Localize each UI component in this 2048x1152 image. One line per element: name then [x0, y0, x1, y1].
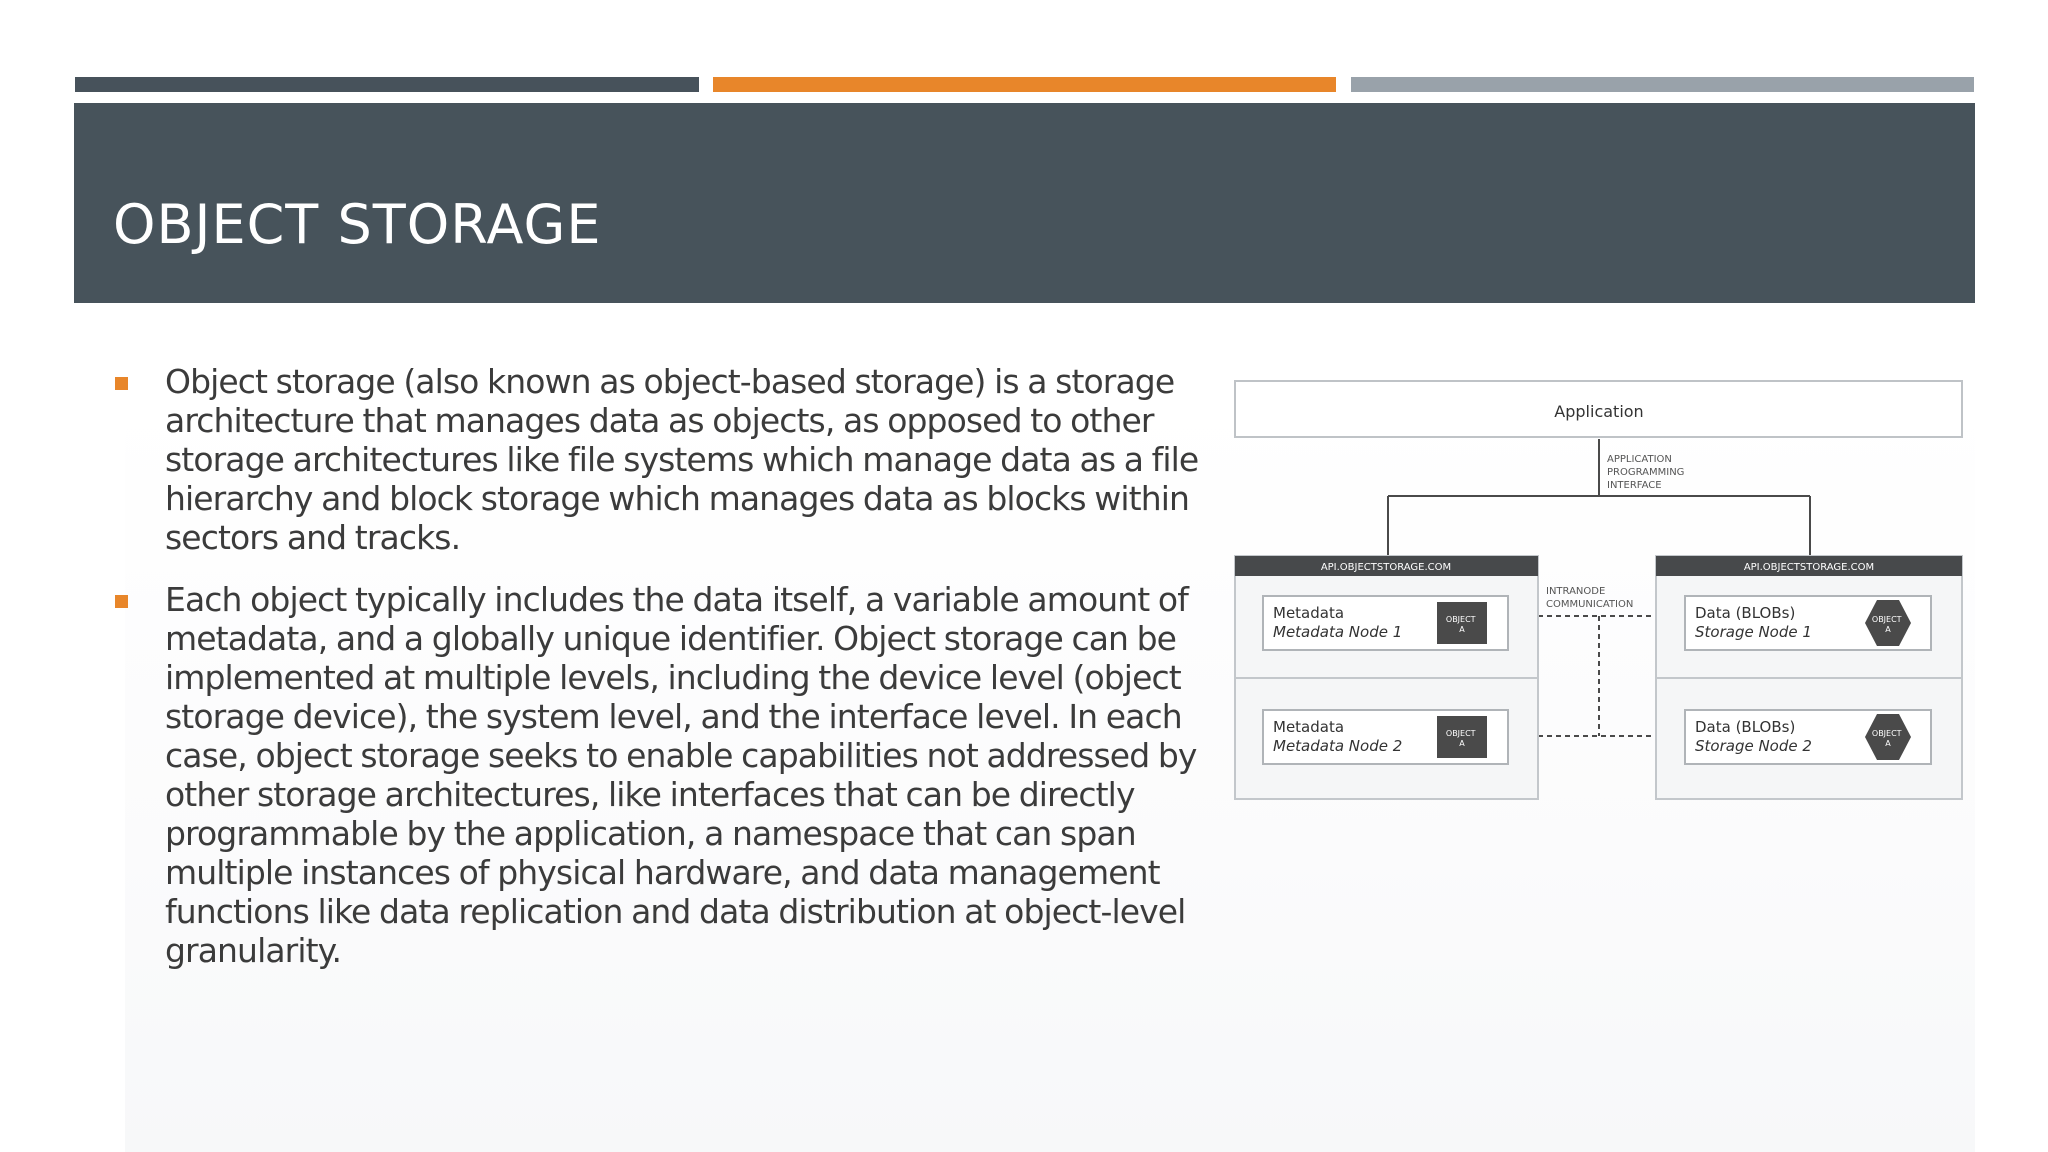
metadata-cluster	[1235, 556, 1538, 799]
node-subtitle: Storage Node 2	[1695, 737, 1812, 755]
square-bullet-icon	[115, 595, 128, 608]
intranode-label: INTRANODE COMMUNICATION	[1546, 586, 1634, 610]
storage-node-1	[1685, 596, 1931, 650]
bullet-list	[113, 362, 1205, 993]
accent-bar-slate	[75, 77, 699, 92]
object-badge-label: OBJECT A	[1871, 615, 1902, 634]
node-title: Data (BLOBs)	[1695, 718, 1796, 736]
api-label: APPLICATION PROGRAMMING INTERFACE	[1607, 454, 1685, 491]
node-subtitle: Metadata Node 2	[1273, 737, 1403, 755]
node-title: Metadata	[1273, 604, 1345, 622]
cluster-header-label: API.OBJECTSTORAGE.COM	[1320, 562, 1452, 573]
node-title: Data (BLOBs)	[1695, 604, 1796, 622]
object-badge-label: OBJECT A	[1871, 729, 1902, 748]
api-connectors	[1388, 439, 1810, 556]
object-badge-label: OBJECT A	[1445, 729, 1476, 748]
bullet-text: Object storage (also known as object-based storage) is a storage architecture that manages data as objects, as opposed to other storage architectures like file systems which manage data as a file hierarchy and block storage which manages data as blocks within sectors and tracks.	[165, 362, 1199, 557]
bullet-item	[113, 362, 1205, 557]
metadata-node-1	[1263, 596, 1508, 650]
metadata-node-2	[1263, 710, 1508, 764]
accent-bar-orange	[713, 77, 1336, 92]
storage-node-2	[1685, 710, 1931, 764]
object-badge-label: OBJECT A	[1445, 615, 1476, 634]
cluster-header-label: API.OBJECTSTORAGE.COM	[1743, 562, 1875, 573]
square-bullet-icon	[115, 377, 128, 390]
intranode-connectors	[1538, 616, 1656, 736]
node-title: Metadata	[1273, 718, 1345, 736]
slide-title: OBJECT STORAGE	[113, 193, 602, 256]
node-subtitle: Storage Node 1	[1695, 623, 1812, 641]
bullet-item	[113, 580, 1205, 970]
object-storage-diagram	[1233, 378, 1964, 801]
storage-cluster	[1656, 556, 1962, 799]
accent-bar-gray	[1351, 77, 1974, 92]
node-subtitle: Metadata Node 1	[1273, 623, 1403, 641]
application-label: Application	[1554, 402, 1644, 421]
bullet-text: Each object typically includes the data itself, a variable amount of metadata, and a globally unique identifier. Object storage can be implemented at multiple levels, including the device level (object storage device), the system level, and the interface level. In each case, object storage seeks to enable capabilities not addressed by other storage architectures, like interfaces that can be directly programmable by the application, a namespace that can span multiple instances of physical hardware, and data management functions like data replication and data distribution at object-level granularity.	[165, 580, 1197, 970]
